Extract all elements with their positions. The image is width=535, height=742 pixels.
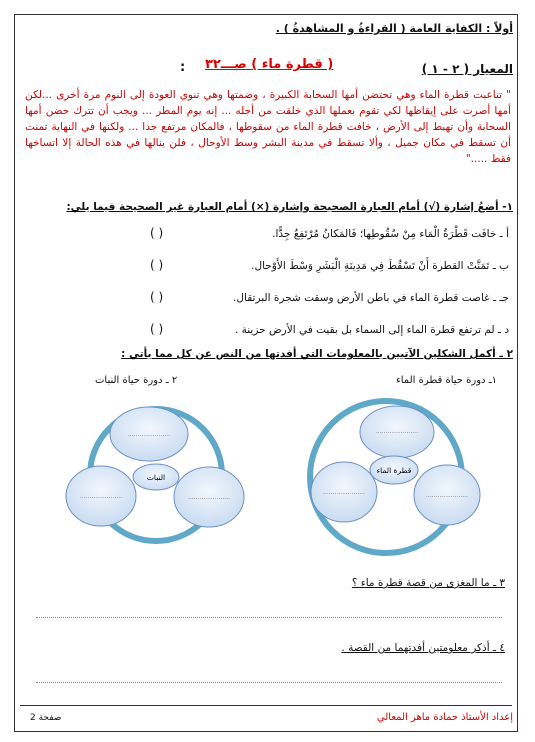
question-4: ٤ ـ أذكر معلومتين أفدتهما من القصة . [341, 642, 505, 654]
answer-blank-a[interactable]: ( ) [150, 226, 164, 240]
diagram-2-plant-cycle [66, 407, 244, 541]
question-2-prompt: ٢ ـ أكمل الشكلين الآتيين بالمعلومات التي أفدتها من النص عن كل مما يأتي : [121, 348, 513, 360]
diagram-1-right-placeholder: ...................... [426, 492, 468, 499]
question-1-item-a: أ ـ خافَت قَطْرَةُ الْمَاء مِنْ سُقُوطِها؛ فَالمَكانُ مُرْتَفِعٌ جِدًّا. [272, 228, 509, 240]
diagram-2-top-placeholder: ...................... [128, 431, 170, 438]
question-1-item-c: جـ ـ غاصت قطرة الماء في باطن الأرض وسقت شجرة البرتقال. [233, 292, 509, 304]
diagram-1-center-label: قطرة الماء [376, 466, 412, 475]
page-number: صفحة 2 [30, 713, 62, 723]
prepared-by: إعداد الأستاذ حمادة ماهر المعالي [376, 712, 513, 723]
answer-blank-d[interactable]: ( ) [150, 322, 164, 336]
question-1-item-b: ب ـ تَمَنَّتْ القطرة أَنْ تَسْقُطَ فِي مَدِينَةِ الْبَشَرِ وَسْطَ الأَوْحال. [251, 260, 509, 272]
answer-line-3[interactable] [36, 617, 502, 618]
diagram-1-left-placeholder: ...................... [323, 489, 365, 496]
footer-divider [20, 705, 512, 706]
diagram-2-caption: ٢ ـ دورة حياة النبات [95, 375, 178, 386]
answer-blank-c[interactable]: ( ) [150, 290, 164, 304]
diagram-2-left-placeholder: ...................... [80, 493, 122, 500]
diagram-2-right-placeholder: ...................... [188, 494, 230, 501]
question-3: ٣ ـ ما المغزى من قصة قطرة ماء ؟ [351, 577, 505, 589]
story-title: ( قطرة ماء ) صـــ٣٢ [205, 57, 334, 72]
section-title: أولاً : الكفاية العامة ( القراءةُ و المشاهدةُ ) . [275, 22, 513, 35]
question-1-item-d: د ـ لم ترتفع قطرة الماء إلى السماء بل بقيت في الأرض حزينة . [234, 324, 509, 336]
diagram-1-top-placeholder: ...................... [376, 428, 418, 435]
question-1-prompt: ١- أضعُ إشارة (√) أمام العبارة الصحيحة وإشارة (×) أمام العبارة غير الصحيحة فيما يلي: [66, 201, 513, 213]
criterion-colon: : [180, 60, 186, 75]
story-paragraph: " تناعبت قطرة الماء وهي تحتضن أمها السحابة الكبيرة ، وضمتها وهي تنوي العودة إلى النوم مرة أخرى ...لكن أمها أصرت على إيقاظها لكي تقوم بعملها الذي خلقت من أجله ... إنه يوم المطر ... ويجب أن تترك حضن أمها السحابة وأن تهبط إلى الأرض ، خافت قطرة الماء من سقوطها ، فالمكان مرتفع جدا ... ولكنها في النهاية تمنت أن تسقط في مكان جميل ، وألا تسقط في مدينة البشر وسط الأوحال ، فلن ينالها في هذه الحالة إلا اتساخها فقط ....." [25, 89, 511, 165]
criterion-label: المعيار ( ٢ - ١ ) [421, 62, 513, 76]
answer-blank-b[interactable]: ( ) [150, 258, 164, 272]
diagram-1-caption: ١ـ دورة حياة قطرة الماء [396, 375, 497, 386]
diagram-2-center-label: النبات [146, 473, 166, 482]
answer-line-4[interactable] [36, 682, 502, 683]
diagram-1-water-cycle [310, 401, 480, 553]
